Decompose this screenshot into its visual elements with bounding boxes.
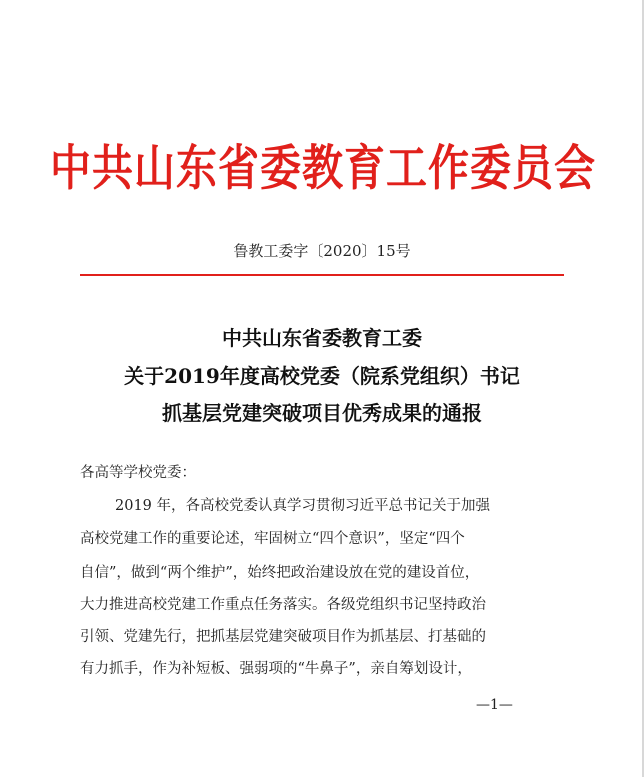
body-line-1: 2019 年，各高校党委认真学习贯彻习近平总书记关于加强 [115, 498, 491, 514]
red-separator-line [80, 274, 564, 276]
body-line-5: 引领、党建先行，把抓基层党建突破项目作为抓基层、打基础的 [80, 629, 486, 645]
body-line-4: 大力推进高校党建工作重点任务落实。各级党组织书记坚持政治 [80, 597, 486, 613]
body-line-6: 有力抓手，作为补短板、强弱项的“牛鼻子”，亲自筹划设计， [80, 661, 472, 677]
body-line-2: 高校党建工作的重要论述，牢固树立“四个意识”，坚定“四个 [80, 531, 465, 547]
issuer-header: 中共山东省委教育工作委员会 [50, 139, 596, 197]
title-line-2: 关于2019年度高校党委（院系党组织）书记 [124, 364, 520, 388]
page-number: —1— [476, 697, 513, 713]
body-line-3: 自信”，做到“两个维护”，始终把政治建设放在党的建设首位， [80, 565, 480, 581]
title-line-1: 中共山东省委教育工委 [222, 326, 422, 350]
document-number: 鲁教工委字〔2020〕15号 [233, 242, 411, 260]
title-line-3: 抓基层党建突破项目优秀成果的通报 [162, 401, 482, 425]
salutation: 各高等学校党委： [80, 465, 196, 481]
